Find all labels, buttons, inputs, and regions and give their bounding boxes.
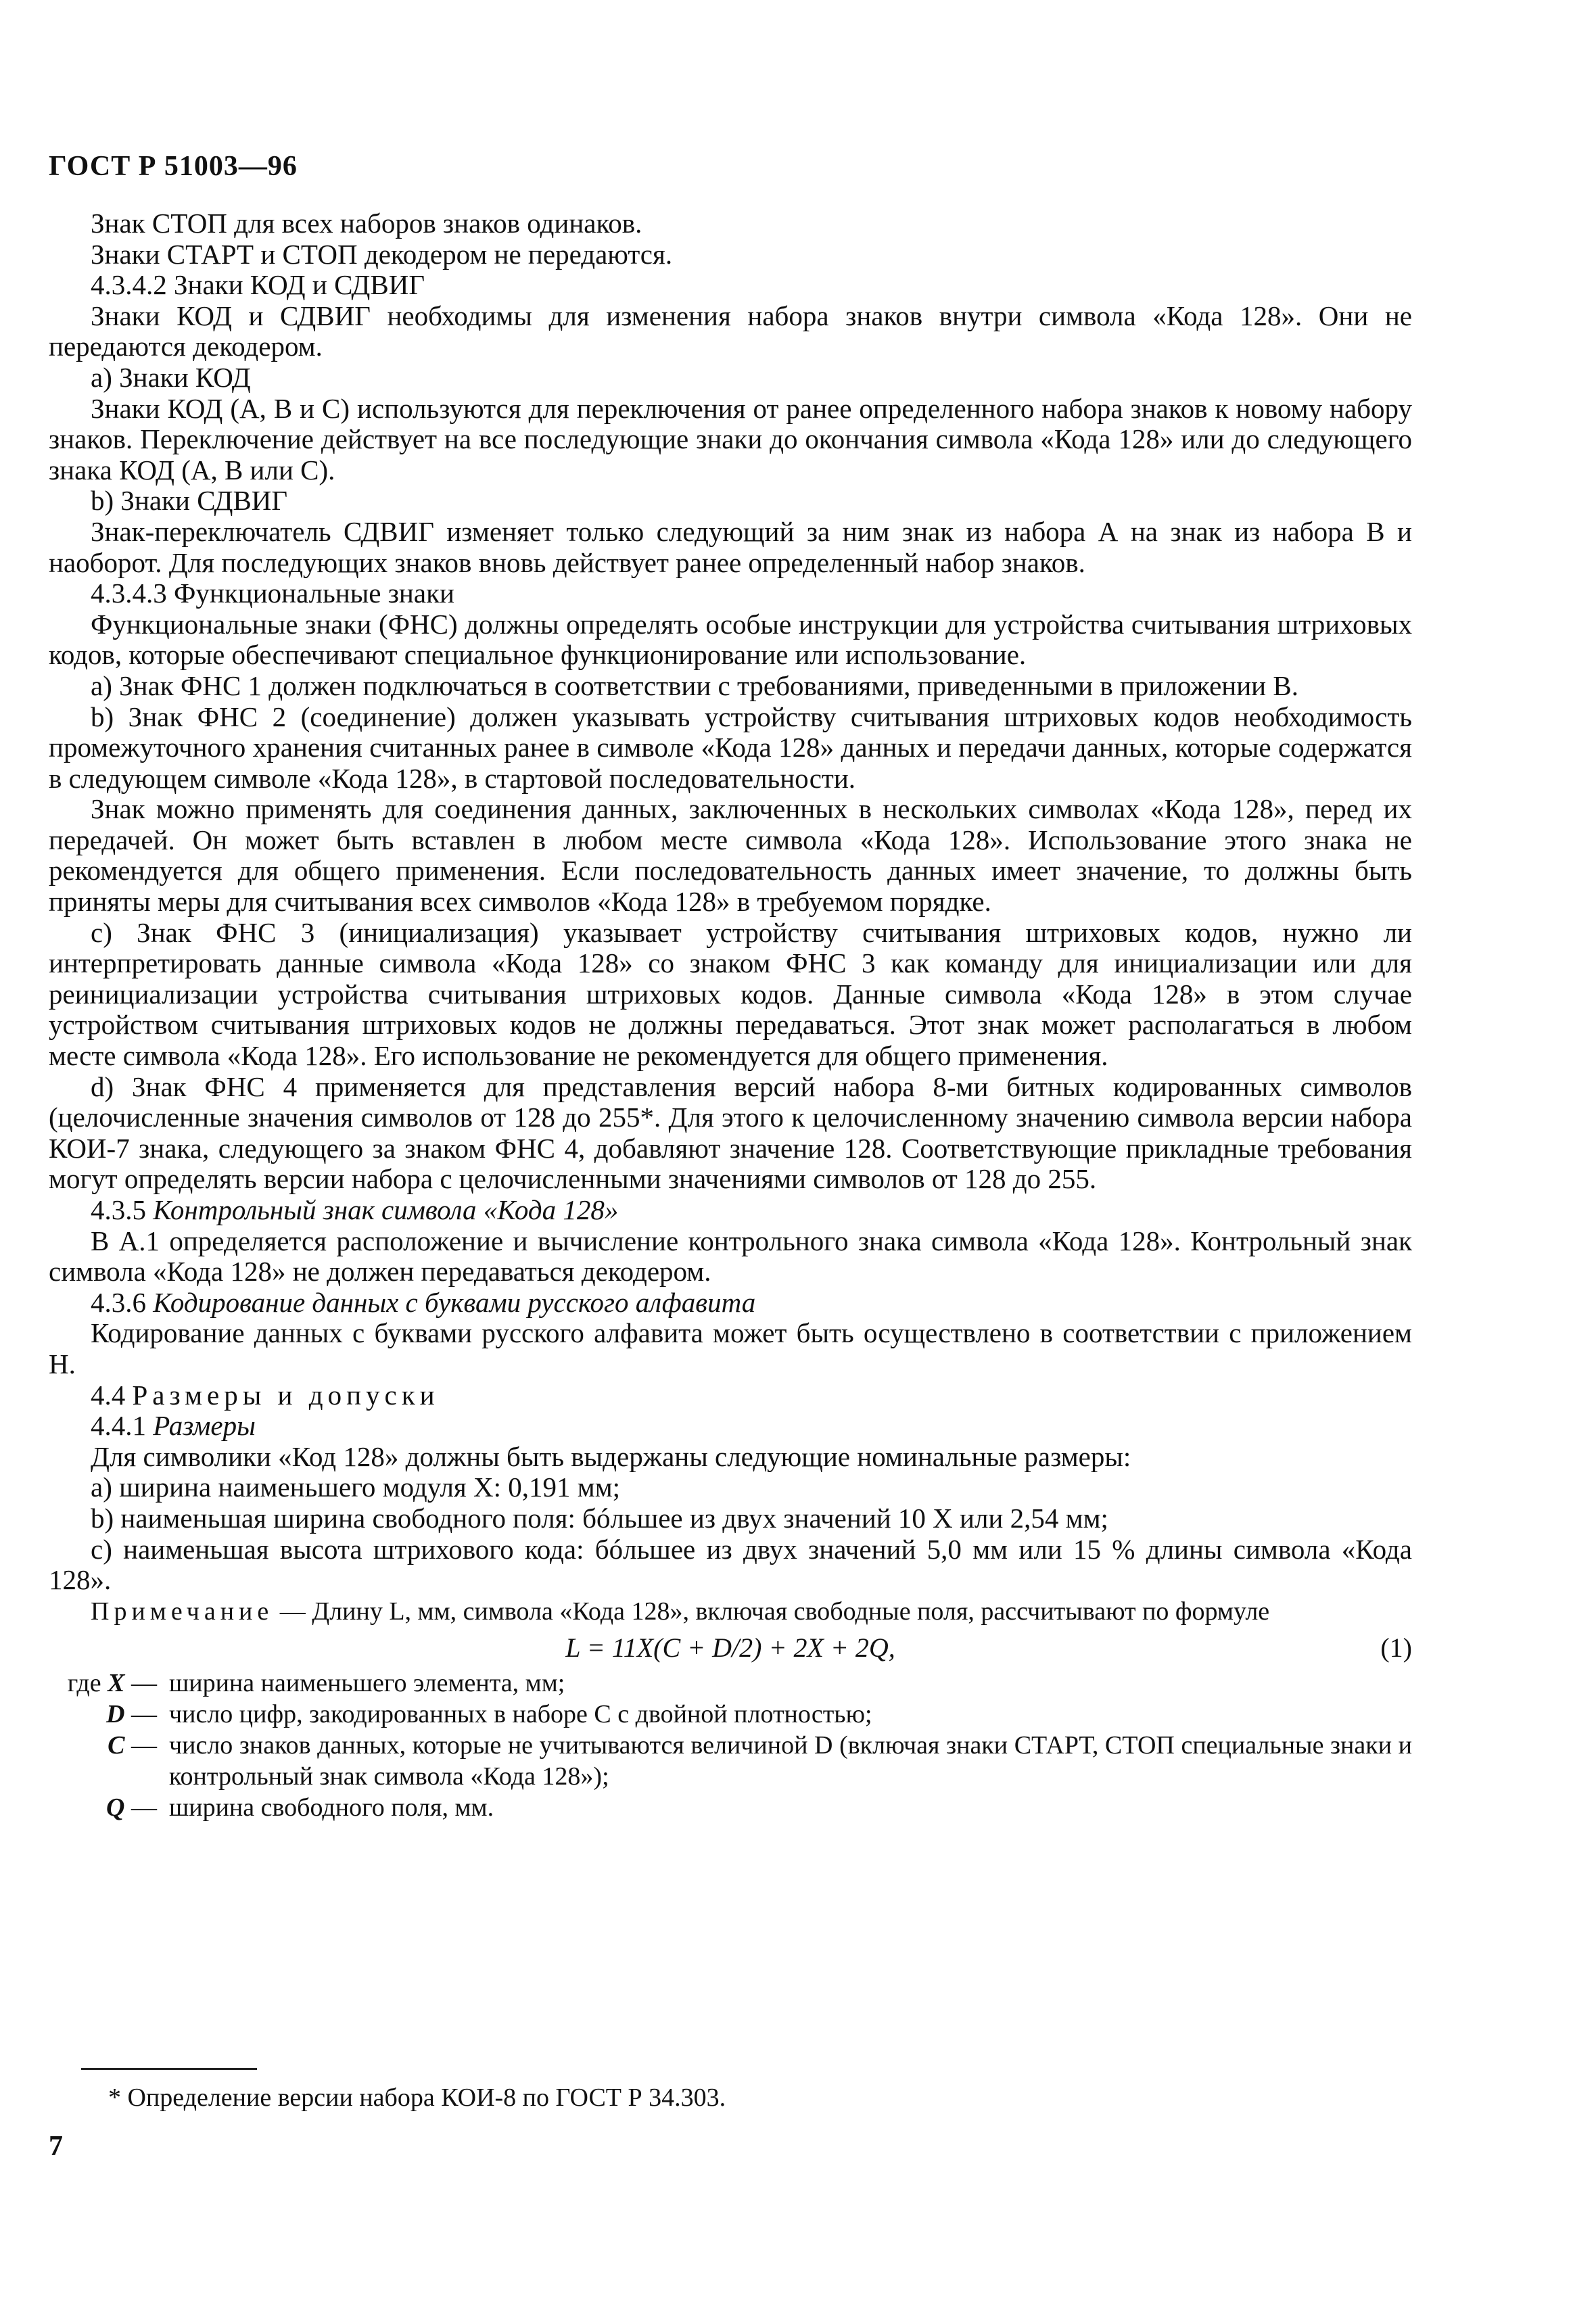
legend-row — [49, 1730, 1412, 1792]
page-number: 7 — [49, 2131, 63, 2162]
paragraph: Знаки СТАРТ и СТОП декодером не передаются. — [91, 238, 673, 270]
section-number: 4.3.6 — [91, 1286, 146, 1318]
list-item: с) Знак ФНС 3 (инициализация) указывает устройству считывания штриховых кодов, нужно ли интерпретировать данные символа «Кода 128» со знаком ФНС 3 как команду для инициализации или для реинициализации устройства считывания штриховых кодов. Данные символа «Кода 128» в этом случае устройством считывания штриховых кодов не должны передаваться. Этот знак может располагаться в любом месте символа «Кода 128». Его использование не рекомендуется для общего применения. — [49, 916, 1412, 1072]
formula — [49, 1632, 1412, 1665]
formula-number: (1) — [1380, 1632, 1412, 1663]
list-item-heading: а) Знаки КОД — [91, 361, 251, 393]
section-heading-4-3-4-2: 4.3.4.2 Знаки КОД и СДВИГ — [91, 269, 425, 301]
section-title: Контрольный знак символа «Кода 128» — [153, 1194, 619, 1225]
legend-symbol: Q — [106, 1793, 125, 1822]
list-item: b) наименьшая ширина свободного поля: бóльшее из двух значений 10 X или 2,54 мм; — [91, 1502, 1108, 1534]
legend-dash: — — [124, 1793, 157, 1822]
section-heading-4-3-5 — [49, 1195, 1412, 1226]
paragraph: Функциональные знаки (ФНС) должны определять особые инструкции для устройства считывания штриховых кодов, которые обеспечивают специальное функционирование или использование. — [49, 608, 1412, 671]
paragraph: Знак-переключатель СДВИГ изменяет только следующий за ним знак из набора А на знак из набора В и наоборот. Для последующих знаков вновь действует ранее определенный набор знаков. — [49, 515, 1412, 578]
section-title: Размеры и допуски — [132, 1379, 440, 1411]
paragraph: Знаки КОД (А, В и С) используются для переключения от ранее определенного набора знаков к новому набору знаков. Переключение действует на все последующие знаки до окончания символа «Кода 128» или до следующего знака КОД (А, В или С). — [49, 392, 1412, 486]
legend-description: число цифр, закодированных в наборе С с двойной плотностью; — [169, 1699, 872, 1728]
legend-row — [49, 1792, 1412, 1823]
note — [49, 1596, 1412, 1627]
legend-dash: — — [124, 1699, 157, 1728]
paragraph: Знак СТОП для всех наборов знаков одинаков. — [91, 208, 642, 239]
paragraph: Знак можно применять для соединения данных, заключенных в нескольких символах «Кода 128», перед их передачей. Он может быть вставлен в любом месте символа «Кода 128». Использование этого знака не рекомендуется для общего применения. Если последовательность данных имеет значение, то должны быть приняты меры для считывания всех символов «Кода 128» в требуемом порядке. — [49, 793, 1412, 918]
note-label: Примечание — [91, 1597, 274, 1626]
legend-description: ширина наименьшего элемента, мм; — [169, 1668, 565, 1697]
legend-symbol: D — [106, 1699, 125, 1728]
footnote: * Определение версии набора КОИ-8 по ГОСТ Р 34.303. — [108, 2083, 726, 2112]
legend-row — [49, 1699, 1412, 1730]
section-heading-4-3-6 — [49, 1288, 1412, 1319]
section-title: Кодирование данных с буквами русского алфавита — [153, 1286, 756, 1318]
section-number: 4.4 — [91, 1379, 126, 1411]
list-item: а) Знак ФНС 1 должен подключаться в соответствии с требованиями, приведенными в приложении В. — [91, 669, 1298, 701]
list-item: d) Знак ФНС 4 применяется для представления версий набора 8-ми битных кодированных символов (целочисленные значения символов от 128 до 255*. Для этого к целочисленному значению символа версии набора КОИ-7 знака, следующего за знаком ФНС 4, добавляют значение 128. Соответствующие прикладные требования могут определять версии набора с целочисленными значениями символов от 128 до 255. — [49, 1070, 1412, 1195]
note-text: — Длину L, мм, символа «Кода 128», включая свободные поля, рассчитывают по формуле — [273, 1597, 1270, 1626]
legend-row — [49, 1668, 1412, 1699]
footnote-divider — [81, 2068, 257, 2070]
list-item: а) ширина наименьшего модуля X: 0,191 мм; — [91, 1471, 621, 1503]
paragraph: В А.1 определяется расположение и вычисление контрольного знака символа «Кода 128». Контрольный знак символа «Кода 128» не должен передаваться декодером. — [49, 1225, 1412, 1288]
legend-description: ширина свободного поля, мм. — [169, 1793, 494, 1822]
legend-description: число знаков данных, которые не учитываются величиной D (включая знаки СТАРТ, СТОП специальные знаки и контрольный знак символа «Кода 128»); — [169, 1730, 1412, 1791]
document-body — [49, 208, 1412, 1823]
legend-dash: — — [124, 1668, 157, 1697]
section-heading-4-4-1 — [49, 1411, 1412, 1442]
paragraph: Для символики «Код 128» должны быть выдержаны следующие номинальные размеры: — [91, 1440, 1131, 1472]
document-code-header: ГОСТ Р 51003—96 — [49, 151, 298, 182]
section-heading-4-4 — [49, 1380, 1412, 1411]
section-heading-4-3-4-3: 4.3.4.3 Функциональные знаки — [91, 578, 454, 609]
list-item: b) Знак ФНС 2 (соединение) должен указывать устройству считывания штриховых кодов необходимость промежуточного хранения считанных ранее в символе «Кода 128» данных и передачи данных, которые содержатся в следующем символе «Кода 128», в стартовой последовательности. — [49, 701, 1412, 794]
paragraph: Знаки КОД и СДВИГ необходимы для изменения набора знаков внутри символа «Кода 128». Они не передаются декодером. — [49, 300, 1412, 362]
list-item: с) наименьшая высота штрихового кода: бóльшее из двух значений 5,0 мм или 15 % длины символа «Кода 128». — [49, 1533, 1412, 1596]
section-number: 4.3.5 — [91, 1194, 146, 1225]
legend-dash: — — [124, 1730, 157, 1760]
legend-prefix: где — [67, 1668, 101, 1697]
section-title: Размеры — [153, 1410, 256, 1442]
legend-symbol: C — [108, 1730, 125, 1760]
list-item-heading: b) Знаки СДВИГ — [91, 485, 288, 517]
section-number: 4.4.1 — [91, 1410, 146, 1442]
formula-legend — [49, 1668, 1412, 1823]
formula-expression: L = 11X(C + D/2) + 2X + 2Q, — [565, 1632, 895, 1663]
paragraph: Кодирование данных с буквами русского алфавита может быть осуществлено в соответствии с приложением Н. — [49, 1317, 1412, 1380]
legend-symbol: X — [108, 1668, 125, 1697]
